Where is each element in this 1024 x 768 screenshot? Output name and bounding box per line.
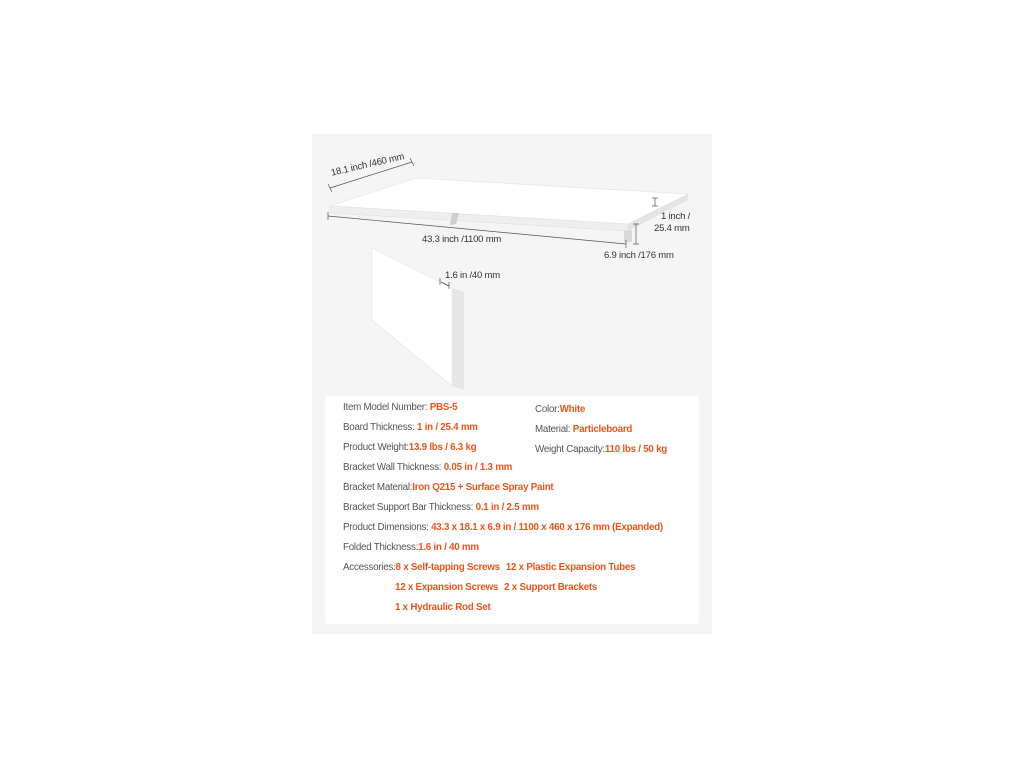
length-dimension-label: 43.3 inch /1100 mm bbox=[422, 234, 502, 245]
accessory-item: 12 x Expansion Screws bbox=[395, 582, 499, 593]
specs-card bbox=[325, 396, 699, 624]
spec-label: Color: bbox=[535, 404, 560, 415]
spec-label: Bracket Wall Thickness: bbox=[343, 462, 444, 473]
folded-dimension-label: 1.6 in /40 mm bbox=[445, 270, 500, 281]
spec-label: Item Model Number: bbox=[343, 402, 430, 413]
spec-value: Iron Q215 + Surface Spray Paint bbox=[412, 482, 554, 493]
spec-model bbox=[343, 402, 457, 413]
accessory-item: 12 x Plastic Expansion Tubes bbox=[505, 562, 636, 573]
spec-value: 43.3 x 18.1 x 6.9 in / 1100 x 460 x 176 mm (Expanded) bbox=[431, 522, 663, 533]
spec-label: Bracket Support Bar Thickness: bbox=[343, 502, 476, 513]
product-panel bbox=[312, 134, 712, 634]
spec-label: Bracket Material: bbox=[343, 482, 413, 493]
spec-capacity bbox=[535, 444, 667, 455]
spec-color bbox=[535, 404, 585, 415]
spec-bracket-wall bbox=[343, 462, 512, 473]
spec-value: Particleboard bbox=[572, 424, 633, 435]
spec-label: Material: bbox=[535, 424, 573, 435]
accessory-item: 8 x Self-tapping Screws bbox=[395, 562, 500, 573]
spec-value: 0.05 in / 1.3 mm bbox=[443, 462, 513, 473]
spec-label: Product Weight: bbox=[343, 442, 409, 453]
spec-folded bbox=[343, 542, 479, 553]
spec-material bbox=[535, 424, 632, 435]
spec-value: 13.9 lbs / 6.3 kg bbox=[408, 442, 477, 453]
wall-mount-edge bbox=[624, 230, 632, 242]
folded-board-edge bbox=[452, 288, 464, 390]
spec-value: 110 lbs / 50 kg bbox=[604, 444, 668, 455]
height-dimension-label: 6.9 inch /176 mm bbox=[604, 250, 674, 261]
accessory-item: 1 x Hydraulic Rod Set bbox=[395, 602, 491, 613]
spec-label: Board Thickness: bbox=[343, 422, 417, 433]
product-illustration bbox=[312, 134, 712, 396]
spec-label: Accessories: bbox=[343, 562, 396, 573]
width-dimension-label: 18.1 inch /460 mm bbox=[330, 151, 406, 179]
spec-value: 0.1 in / 2.5 mm bbox=[475, 502, 539, 513]
spec-accessories-line-3 bbox=[395, 602, 490, 613]
spec-dimensions bbox=[343, 522, 663, 533]
thickness-dimension-label-1: 1 inch / bbox=[661, 211, 691, 222]
spec-value: 1 in / 25.4 mm bbox=[416, 422, 478, 433]
spec-value: White bbox=[559, 404, 586, 415]
spec-board-thickness bbox=[343, 422, 478, 433]
spec-label: Product Dimensions: bbox=[343, 522, 432, 533]
spec-label: Weight Capacity: bbox=[535, 444, 605, 455]
spec-label: Folded Thickness: bbox=[343, 542, 419, 553]
spec-accessories bbox=[343, 562, 635, 573]
spec-bracket-material bbox=[343, 482, 553, 493]
spec-weight bbox=[343, 442, 476, 453]
folded-board-face bbox=[372, 248, 452, 386]
spec-accessories-line-2 bbox=[395, 582, 597, 593]
spec-value: PBS-5 bbox=[429, 402, 458, 413]
spec-support-bar bbox=[343, 502, 539, 513]
spec-value: 1.6 in / 40 mm bbox=[418, 542, 479, 553]
accessory-item: 2 x Support Brackets bbox=[504, 582, 598, 593]
thickness-dimension-label-2: 25.4 mm bbox=[654, 223, 690, 234]
